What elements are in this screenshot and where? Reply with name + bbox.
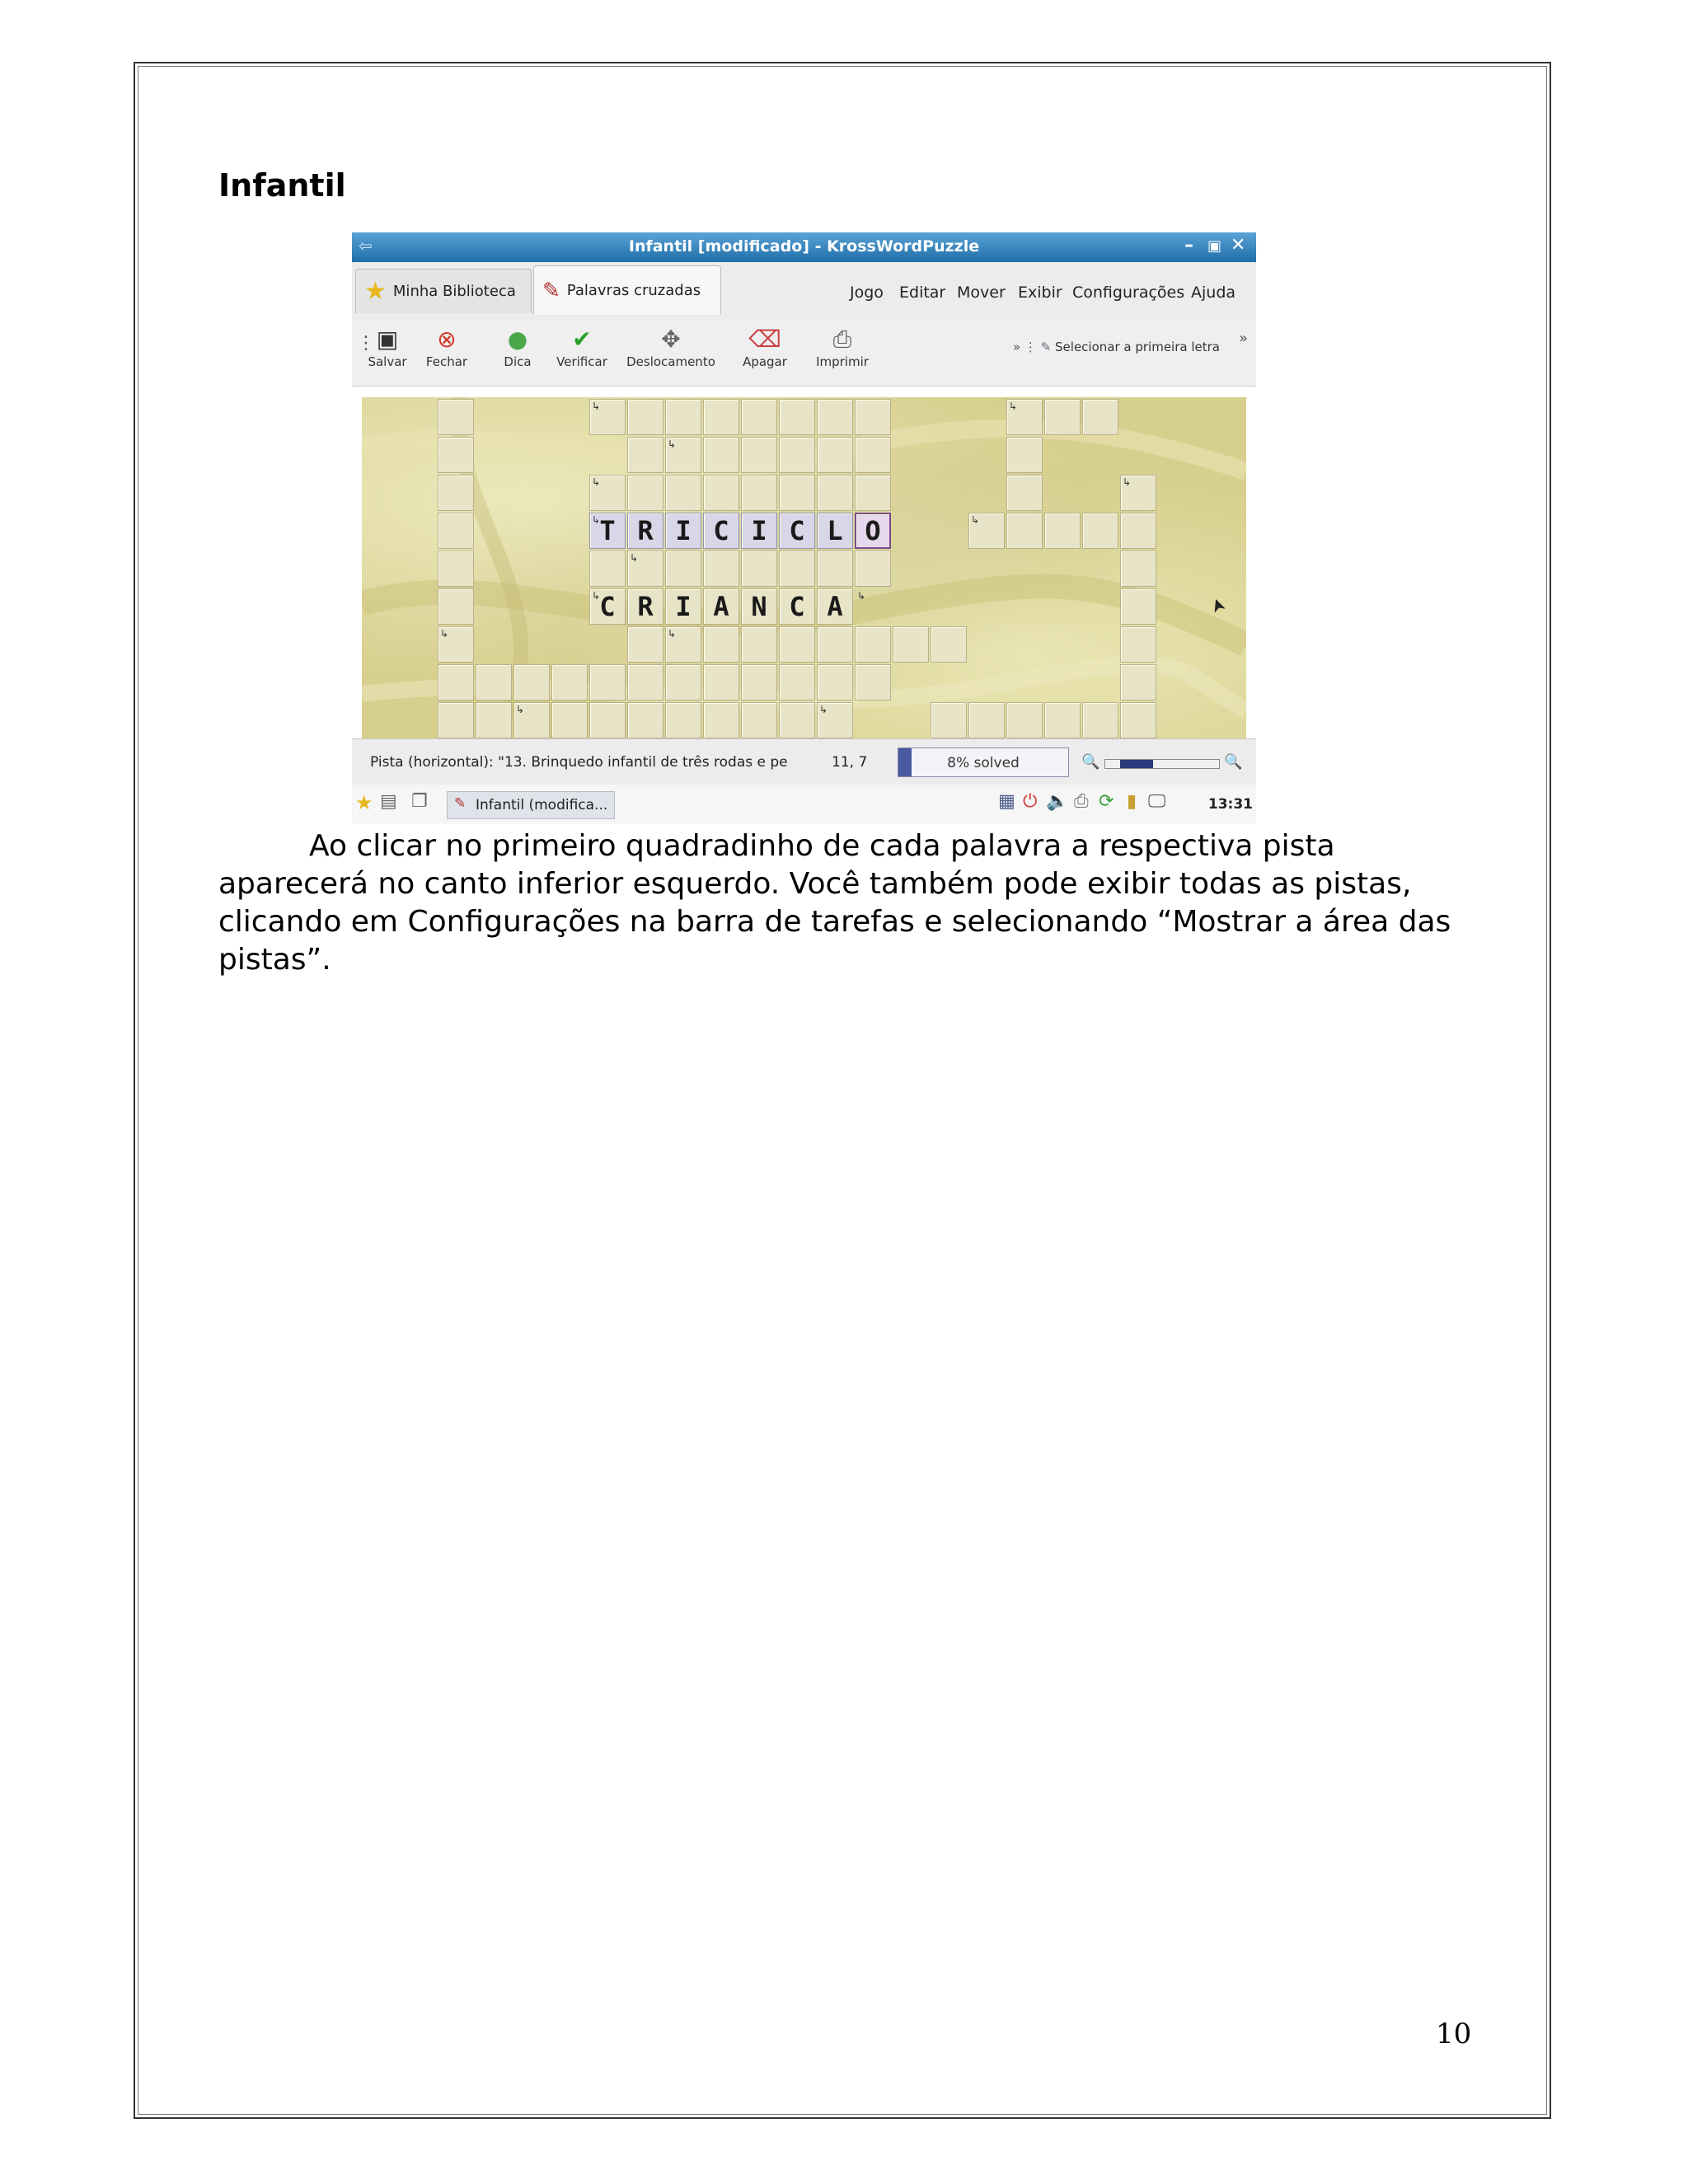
crossword-cell[interactable] <box>1006 475 1043 511</box>
crossword-cell[interactable] <box>438 437 474 473</box>
crossword-cell[interactable] <box>893 626 929 663</box>
volume-icon[interactable]: 🔈 <box>1046 791 1069 812</box>
taskbar-window-label: Infantil (modifica... <box>476 797 608 813</box>
cell-letter: O <box>865 515 881 546</box>
crossword-cell[interactable] <box>438 551 474 587</box>
power-icon[interactable]: ⏻ <box>1023 791 1038 812</box>
clue-start-marker <box>627 551 663 587</box>
crossword-cell[interactable] <box>1006 513 1043 549</box>
crossword-cell[interactable] <box>438 475 474 511</box>
crossword-cell[interactable] <box>703 551 739 587</box>
crossword-cell[interactable] <box>779 475 815 511</box>
close-label: Fechar <box>425 354 468 369</box>
crossword-cell[interactable] <box>741 437 777 473</box>
crossword-cell[interactable] <box>703 626 739 663</box>
taskbar <box>352 785 1256 824</box>
clue-text: Pista (horizontal): "13. Brinquedo infantil de três rodas e pe <box>370 754 788 771</box>
eraser-icon: ⌫ <box>748 326 781 353</box>
cell-letter: L <box>827 515 843 546</box>
tab-label: Palavras cruzadas <box>566 282 701 299</box>
crossword-cell[interactable] <box>968 702 1005 738</box>
crossword-cell[interactable] <box>817 437 853 473</box>
crossword-cell[interactable] <box>438 664 474 701</box>
select-first-letter-button[interactable] <box>1013 340 1220 354</box>
crossword-cell[interactable] <box>627 702 663 738</box>
crossword-cell[interactable] <box>703 399 739 435</box>
tab-label: Minha Biblioteca <box>392 283 516 300</box>
overflow-chevron-icon: » ⋮ <box>1012 340 1041 354</box>
save-label: Salvar <box>368 354 407 369</box>
crossword-cell[interactable] <box>855 475 891 511</box>
crossword-cell[interactable] <box>1120 513 1156 549</box>
crossword-cell[interactable] <box>855 551 891 587</box>
status-bar <box>352 738 1256 785</box>
cell-letter: C <box>713 515 729 546</box>
crossword-cell[interactable] <box>589 702 626 738</box>
desktop-icon[interactable]: ▤ <box>380 791 397 812</box>
hint-button[interactable] <box>481 325 555 369</box>
crossword-cell[interactable] <box>817 626 853 663</box>
section-heading: Infantil <box>218 167 346 204</box>
cell-coordinates: 11, 7 <box>832 754 868 771</box>
crossword-cell[interactable] <box>513 664 550 701</box>
printer-icon: ⎙ <box>832 326 852 353</box>
clue-start-marker <box>1006 399 1043 435</box>
cell-letter: I <box>751 515 767 546</box>
cell-letter: C <box>789 515 805 546</box>
menu-editar[interactable]: Editar <box>899 284 946 302</box>
crossword-cell[interactable] <box>817 475 853 511</box>
crossword-cell[interactable] <box>438 513 474 549</box>
crossword-cell[interactable] <box>703 475 739 511</box>
print-label: Imprimir <box>816 354 869 369</box>
crossword-cell[interactable] <box>438 702 474 738</box>
toolbar-grip-icon: ⋮ <box>357 333 375 354</box>
app-screenshot <box>352 232 1256 824</box>
crossword-cell[interactable] <box>476 664 512 701</box>
clock: 13:31 <box>1207 796 1253 813</box>
crossword-cell[interactable] <box>438 399 474 435</box>
crossword-cell[interactable] <box>627 437 663 473</box>
crossword-cell[interactable] <box>665 702 701 738</box>
move-button[interactable] <box>617 325 724 369</box>
cell-letter: C <box>599 591 616 622</box>
body-paragraph <box>218 827 1471 979</box>
zoom-in-icon[interactable]: 🔍 <box>1224 753 1243 771</box>
clue-start-marker <box>665 437 701 473</box>
crossword-cell[interactable] <box>817 399 853 435</box>
verify-button[interactable] <box>545 325 619 369</box>
crossword-cell[interactable] <box>741 399 777 435</box>
checkmark-icon: ✔ <box>572 326 592 353</box>
menu-exibir[interactable]: Exibir <box>1018 284 1062 302</box>
crossword-cell[interactable] <box>779 664 815 701</box>
tab-palavras-cruzadas[interactable] <box>533 265 721 315</box>
clue-start-marker <box>589 475 626 511</box>
crossword-icon: ✎ <box>542 278 560 303</box>
clue-start-marker <box>855 588 891 625</box>
crossword-cell[interactable] <box>627 626 663 663</box>
crossword-cell[interactable] <box>589 551 626 587</box>
crossword-cell[interactable] <box>1082 399 1118 435</box>
taskbar-window-button[interactable] <box>447 791 615 819</box>
clue-start-marker <box>817 702 853 738</box>
crossword-cell[interactable] <box>1082 513 1118 549</box>
crossword-cell[interactable] <box>1006 702 1043 738</box>
tab-bar <box>352 262 1256 321</box>
crossword-cell[interactable] <box>855 664 891 701</box>
crossword-cell[interactable] <box>741 551 777 587</box>
crossword-cell[interactable] <box>817 664 853 701</box>
crossword-cell[interactable] <box>741 475 777 511</box>
crossword-cell[interactable] <box>476 702 512 738</box>
solved-progress <box>898 748 1069 777</box>
crossword-cell[interactable] <box>665 399 701 435</box>
move-icon: ✥ <box>661 326 681 353</box>
crossword-cell[interactable] <box>1006 437 1043 473</box>
star-icon: ★ <box>364 277 387 306</box>
erase-label: Apagar <box>743 354 787 369</box>
window-title: Infantil [modificado] - KrossWordPuzzle <box>628 237 980 255</box>
crossword-cell[interactable] <box>551 664 588 701</box>
clue-start-marker <box>438 626 474 663</box>
clue-start-marker <box>513 702 550 738</box>
crossword-cell[interactable] <box>703 664 739 701</box>
crossword-cell[interactable] <box>779 702 815 738</box>
tab-minha-biblioteca[interactable] <box>355 269 532 313</box>
zoom-out-icon[interactable]: 🔍 <box>1081 753 1100 771</box>
crossword-cell[interactable] <box>1082 702 1118 738</box>
crossword-cell[interactable] <box>1044 399 1081 435</box>
clue-start-marker <box>589 588 626 625</box>
close-button[interactable] <box>410 325 484 369</box>
crossword-cell[interactable] <box>1120 626 1156 663</box>
lightbulb-icon: ● <box>507 326 528 353</box>
printer-tray-icon[interactable]: ⎙ <box>1074 791 1089 812</box>
zoom-slider-handle[interactable] <box>1120 760 1153 768</box>
crossword-cell[interactable] <box>665 475 701 511</box>
crossword-cell[interactable] <box>1120 702 1156 738</box>
zoom-slider[interactable] <box>1104 759 1220 769</box>
cell-letter: I <box>675 515 692 546</box>
paragraph-text: Ao clicar no primeiro quadradinho de cada palavra a respectiva pista aparecerá no canto inferior esquerdo. Você também pode exibir todas as pistas, clicando em Configurações na barra de tarefas e selecionando “Mostrar a área das pistas”. <box>218 829 1451 977</box>
maximize-icon[interactable]: ▣ <box>1207 237 1222 255</box>
crossword-cell[interactable] <box>1120 551 1156 587</box>
crossword-cell[interactable] <box>817 551 853 587</box>
cell-letter: R <box>637 591 654 622</box>
crossword-cell[interactable] <box>855 437 891 473</box>
clue-start-marker <box>1120 475 1156 511</box>
cell-letter: T <box>599 515 616 546</box>
update-icon[interactable]: ⟳ <box>1099 791 1114 812</box>
crossword-cell[interactable] <box>438 588 474 625</box>
crossword-cell[interactable] <box>931 626 967 663</box>
crossword-cell[interactable] <box>1120 664 1156 701</box>
crossword-cell[interactable] <box>1044 702 1081 738</box>
display-icon[interactable]: 🖵 <box>1148 791 1166 812</box>
crossword-board[interactable] <box>362 397 1246 738</box>
crossword-icon: ✎ <box>454 795 467 812</box>
crossword-cell[interactable] <box>741 702 777 738</box>
crossword-cell[interactable] <box>627 475 663 511</box>
crossword-cell[interactable] <box>589 664 626 701</box>
minimize-icon[interactable]: – <box>1184 235 1193 255</box>
crossword-cell[interactable] <box>855 626 891 663</box>
crossword-cell[interactable] <box>931 702 967 738</box>
menu-configuracoes[interactable]: Configurações <box>1072 284 1185 302</box>
clipboard-icon[interactable]: ▮ <box>1127 791 1137 812</box>
network-icon[interactable]: ▦ <box>998 791 1015 812</box>
crossword-cell[interactable] <box>665 551 701 587</box>
close-circle-icon: ⊗ <box>437 326 457 353</box>
page-number: 10 <box>1436 2018 1472 2050</box>
windows-icon[interactable]: ❐ <box>411 791 428 812</box>
cell-letter: A <box>713 591 729 622</box>
cell-letter: C <box>789 591 805 622</box>
toolbar <box>352 320 1256 387</box>
floppy-icon: ▣ <box>376 326 399 353</box>
crossword-cell[interactable] <box>741 626 777 663</box>
crossword-cell[interactable] <box>779 437 815 473</box>
crossword-cell[interactable] <box>703 437 739 473</box>
cell-letter: N <box>751 591 767 622</box>
progress-label: 8% solved <box>947 755 1020 771</box>
print-button[interactable] <box>805 325 879 369</box>
crossword-cell[interactable] <box>627 399 663 435</box>
crossword-cell[interactable] <box>741 664 777 701</box>
verify-label: Verificar <box>556 354 607 369</box>
star-icon[interactable]: ★ <box>355 791 373 814</box>
hint-label: Dica <box>504 354 532 369</box>
crossword-cell[interactable] <box>665 664 701 701</box>
window-menu-icon[interactable]: ⇦ <box>359 236 373 255</box>
menu-ajuda[interactable]: Ajuda <box>1191 284 1236 302</box>
clue-start-marker <box>968 513 1005 549</box>
cell-letter: R <box>637 515 654 546</box>
window-titlebar <box>352 232 1256 262</box>
menu-jogo[interactable]: Jogo <box>850 284 884 302</box>
crossword-cell[interactable] <box>703 702 739 738</box>
crossword-cell[interactable] <box>779 551 815 587</box>
mouse-cursor-icon: ➤ <box>1206 594 1231 616</box>
erase-button[interactable] <box>728 325 802 369</box>
crossword-cell[interactable] <box>1120 588 1156 625</box>
crossword-cell[interactable] <box>1044 513 1081 549</box>
crossword-cell[interactable] <box>855 399 891 435</box>
clue-start-marker <box>589 399 626 435</box>
menu-mover[interactable]: Mover <box>957 284 1006 302</box>
crossword-cell[interactable] <box>627 664 663 701</box>
crossword-cell[interactable] <box>779 626 815 663</box>
clue-start-marker <box>589 513 626 549</box>
select-letter-icon: ✎ <box>1040 340 1056 354</box>
clue-start-marker <box>665 626 701 663</box>
crossword-cell[interactable] <box>551 702 588 738</box>
move-label: Deslocamento <box>626 354 715 369</box>
crossword-cell[interactable] <box>779 399 815 435</box>
toolbar-more-icon[interactable]: » <box>1238 330 1248 347</box>
close-icon[interactable]: ✕ <box>1231 235 1246 255</box>
select-first-letter-label: Selecionar a primeira letra <box>1055 340 1220 354</box>
cell-letter: I <box>675 591 692 622</box>
cell-letter: A <box>827 591 843 622</box>
